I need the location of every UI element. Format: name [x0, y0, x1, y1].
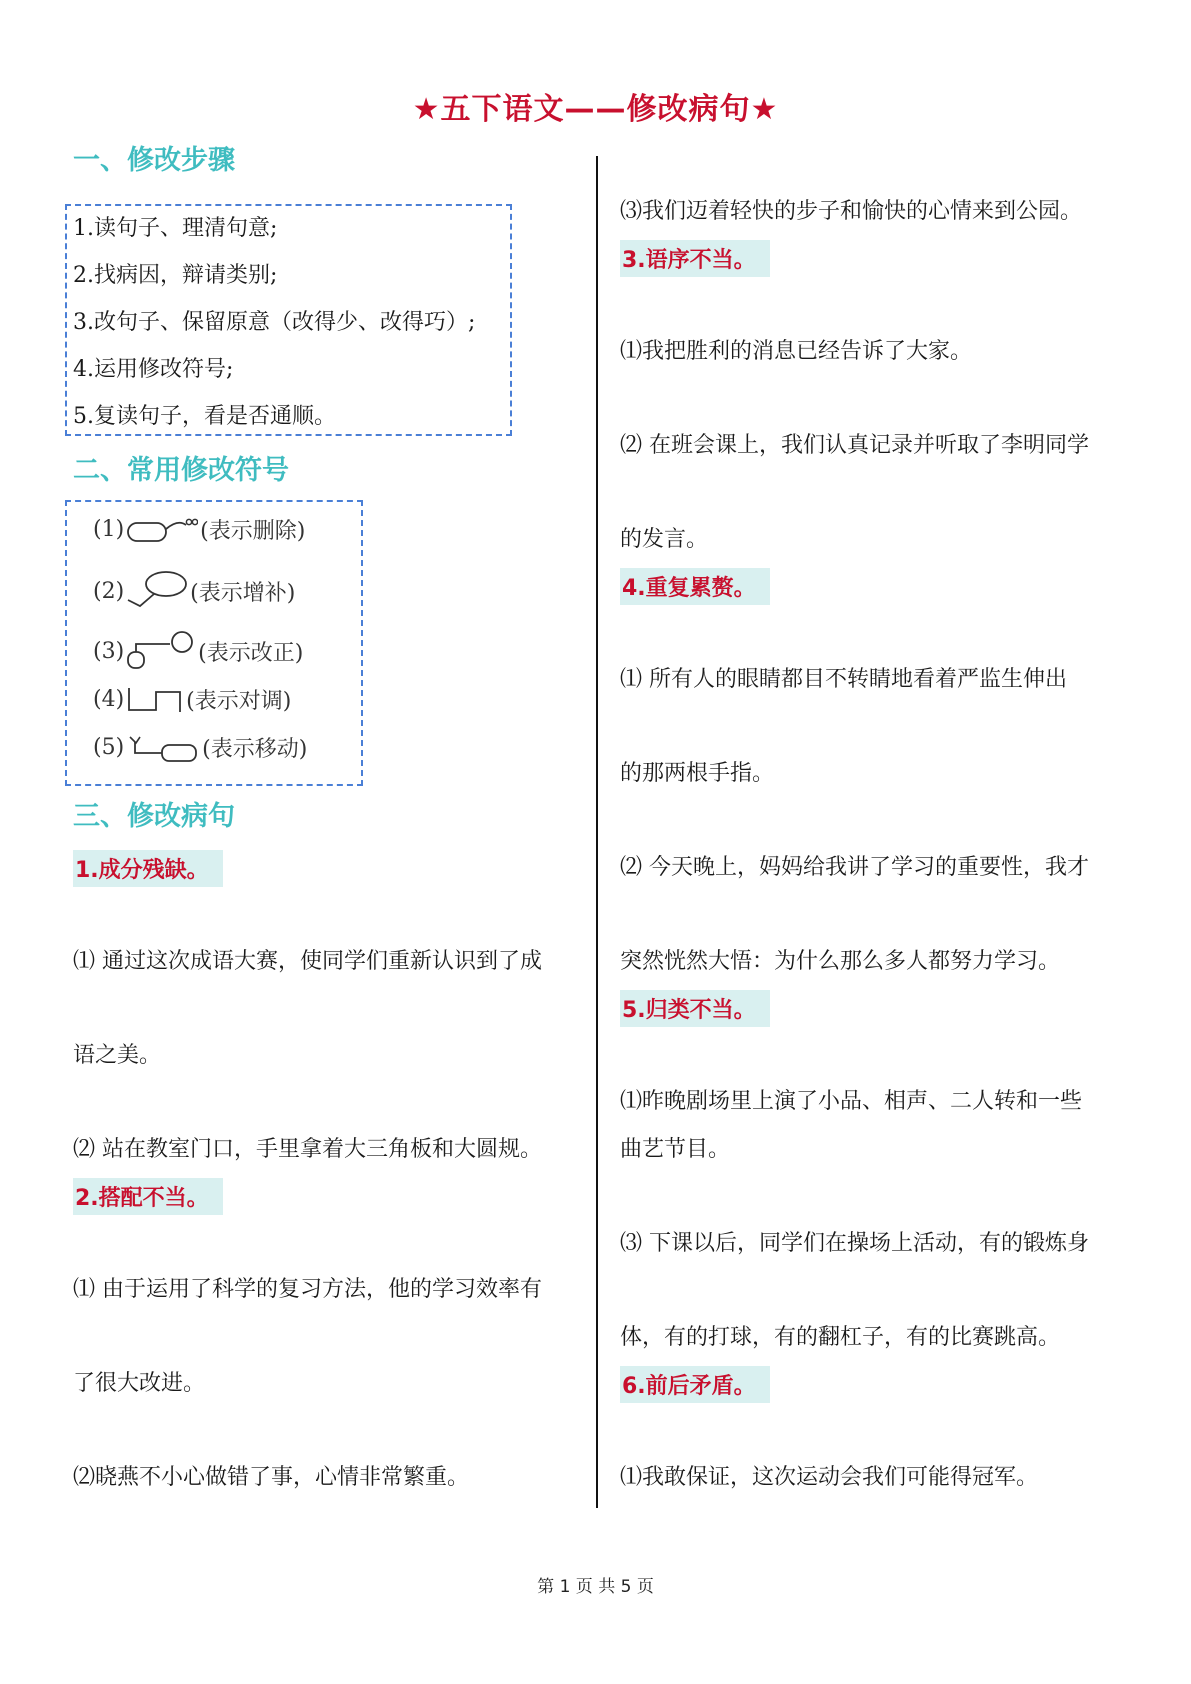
- section-heading-symbols: 二、常用修改符号: [73, 455, 289, 486]
- insert-mark-icon: [126, 570, 188, 612]
- symbol-label: (表示移动): [202, 737, 308, 762]
- sentence-line: ⑶我们迈着轻快的步子和愉快的心情来到公园。: [620, 199, 1083, 224]
- sentence-line: ⑴ 所有人的眼睛都目不转睛地看着严监生伸出: [620, 667, 1067, 692]
- step-item: 4.运用修改符号;: [73, 357, 234, 382]
- sentence-line: 语之美。: [73, 1043, 162, 1068]
- sentence-line: 了很大改进。: [73, 1371, 206, 1396]
- swap-mark-icon: [126, 686, 184, 714]
- symbol-number: (4): [93, 687, 125, 712]
- symbol-row-insert: [93, 570, 295, 612]
- symbol-row-swap: [93, 684, 291, 715]
- step-item: 5.复读句子，看是否通顺。: [73, 404, 336, 429]
- step-item: 3.改句子、保留原意（改得少、改得巧）;: [73, 310, 476, 335]
- category-title: 4.重复累赘。: [620, 568, 770, 605]
- page-title: ★五下语文——修改病句★: [412, 92, 779, 127]
- symbol-number: (1): [93, 517, 125, 542]
- section-heading-corrections: 三、修改病句: [73, 801, 235, 832]
- category-title: 1.成分残缺。: [73, 850, 223, 887]
- symbol-row-correct: [93, 630, 303, 672]
- symbol-number: (3): [93, 638, 125, 664]
- symbol-label: (表示对调): [186, 689, 292, 714]
- sentence-line: ⑵ 今天晚上，妈妈给我讲了学习的重要性，我才: [620, 855, 1089, 880]
- sentence-line: ⑴我把胜利的消息已经告诉了大家。: [620, 339, 973, 364]
- symbol-number: (5): [93, 735, 125, 760]
- sentence-line: ⑴昨晚剧场里上演了小品、相声、二人转和一些: [620, 1089, 1083, 1114]
- category-title: 5.归类不当。: [620, 990, 770, 1027]
- symbol-number: (2): [93, 578, 125, 604]
- sentence-line: 的发言。: [620, 527, 709, 552]
- sentence-line: ⑵晓燕不小心做错了事，心情非常繁重。: [73, 1465, 470, 1490]
- sentence-line: ⑴ 由于运用了科学的复习方法，他的学习效率有: [73, 1277, 542, 1302]
- symbol-row-move: [93, 732, 307, 763]
- category-title: 3.语序不当。: [620, 240, 770, 277]
- step-item: 2.找病因，辩请类别;: [73, 263, 278, 288]
- move-mark-icon: [126, 733, 200, 763]
- sentence-line: ⑶ 下课以后，同学们在操场上活动，有的锻炼身: [620, 1231, 1089, 1256]
- symbol-label: (表示增补): [190, 580, 296, 606]
- sentence-line: 曲艺节目。: [620, 1137, 731, 1162]
- symbol-label: (表示改正): [198, 640, 304, 666]
- step-item: 1.读句子、理清句意;: [73, 216, 278, 241]
- sentence-line: ⑵ 站在教室门口，手里拿着大三角板和大圆规。: [73, 1137, 542, 1162]
- column-divider: [596, 156, 598, 1508]
- delete-mark-icon: [126, 515, 198, 545]
- sentence-line: ⑴我敢保证，这次运动会我们可能得冠军。: [620, 1465, 1039, 1490]
- category-title: 6.前后矛盾。: [620, 1366, 770, 1403]
- correct-mark-icon: [126, 630, 196, 672]
- symbol-label: (表示删除): [200, 519, 306, 544]
- sentence-line: ⑴ 通过这次成语大赛，使同学们重新认识到了成: [73, 949, 542, 974]
- page-footer: 第 1 页 共 5 页: [537, 1577, 654, 1597]
- sentence-line: 突然恍然大悟：为什么那么多人都努力学习。: [620, 949, 1061, 974]
- section-heading-steps: 一、修改步骤: [73, 145, 235, 176]
- sentence-line: 的那两根手指。: [620, 761, 775, 786]
- sentence-line: ⑵ 在班会课上，我们认真记录并听取了李明同学: [620, 433, 1089, 458]
- symbol-row-delete: [93, 514, 305, 545]
- sentence-line: 体，有的打球，有的翻杠子，有的比赛跳高。: [620, 1325, 1061, 1350]
- category-title: 2.搭配不当。: [73, 1178, 223, 1215]
